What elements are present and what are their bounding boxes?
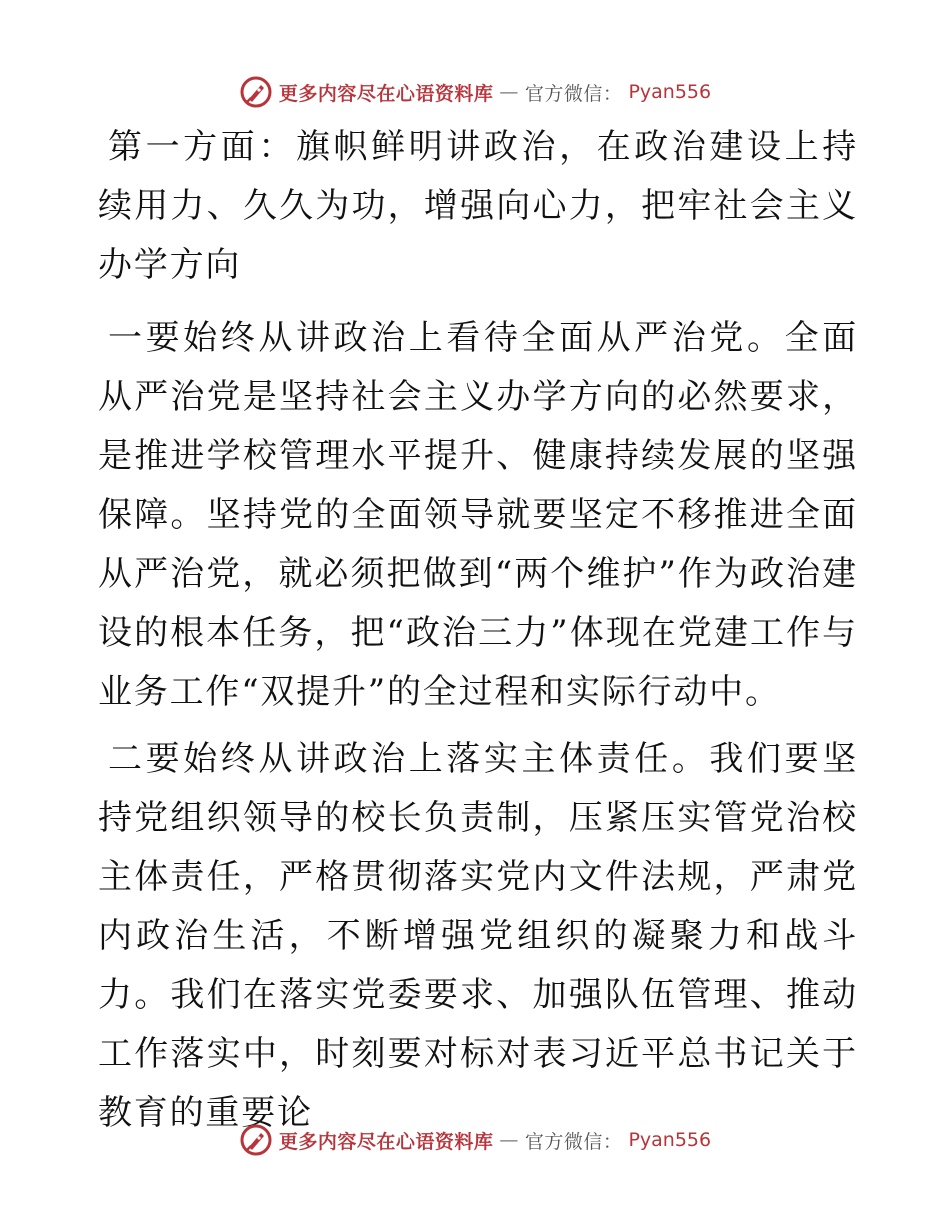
watermark-header [0,70,950,114]
paragraph-2: 二要始终从讲政治上落实主体责任。我们要坚持党组织领导的校长负责制，压紧压实管党治校主体责任，严格贯彻落实党内文件法规，严肃党内政治生活，不断增强党组织的凝聚力和战斗力。我们在落实党委要求、加强队伍管理、推动工作落实中，时刻要对标对表习近平总书记关于教育的重要论 [98,739,858,1133]
watermark-wechat-label: 官方微信： [524,1130,623,1153]
pen-nib-logo-icon [239,75,273,109]
watermark-wechat-id: Pyan556 [628,1129,712,1151]
watermark-wechat-id: Pyan556 [628,81,712,103]
watermark-wechat-label: 官方微信： [524,82,623,105]
paragraph-1: 一要始终从讲政治上看待全面从严治党。全面从严治党是坚持社会主义办学方向的必然要求，是推进学校管理水平提升、健康持续发展的坚强保障。坚持党的全面领导就要坚定不移推进全面从严治党，就必须把做到“两个维护”作为政治建设的根本任务，把“政治三力”体现在党建工作与业务工作“双提升”的全过程和实际行动中。 [98,318,858,712]
pen-nib-logo-icon [239,1123,273,1157]
watermark-site-text: 更多内容尽在心语资料库 [278,1130,494,1153]
watermark-footer [0,1118,950,1162]
watermark-separator: — [499,1129,519,1151]
watermark-separator: — [499,81,519,103]
section-heading: 第一方面：旗帜鲜明讲政治，在政治建设上持续用力、久久为功，增强向心力，把牢社会主义办学方向 [98,127,858,285]
watermark-site-text: 更多内容尽在心语资料库 [278,82,494,105]
document-body [98,118,858,1151]
